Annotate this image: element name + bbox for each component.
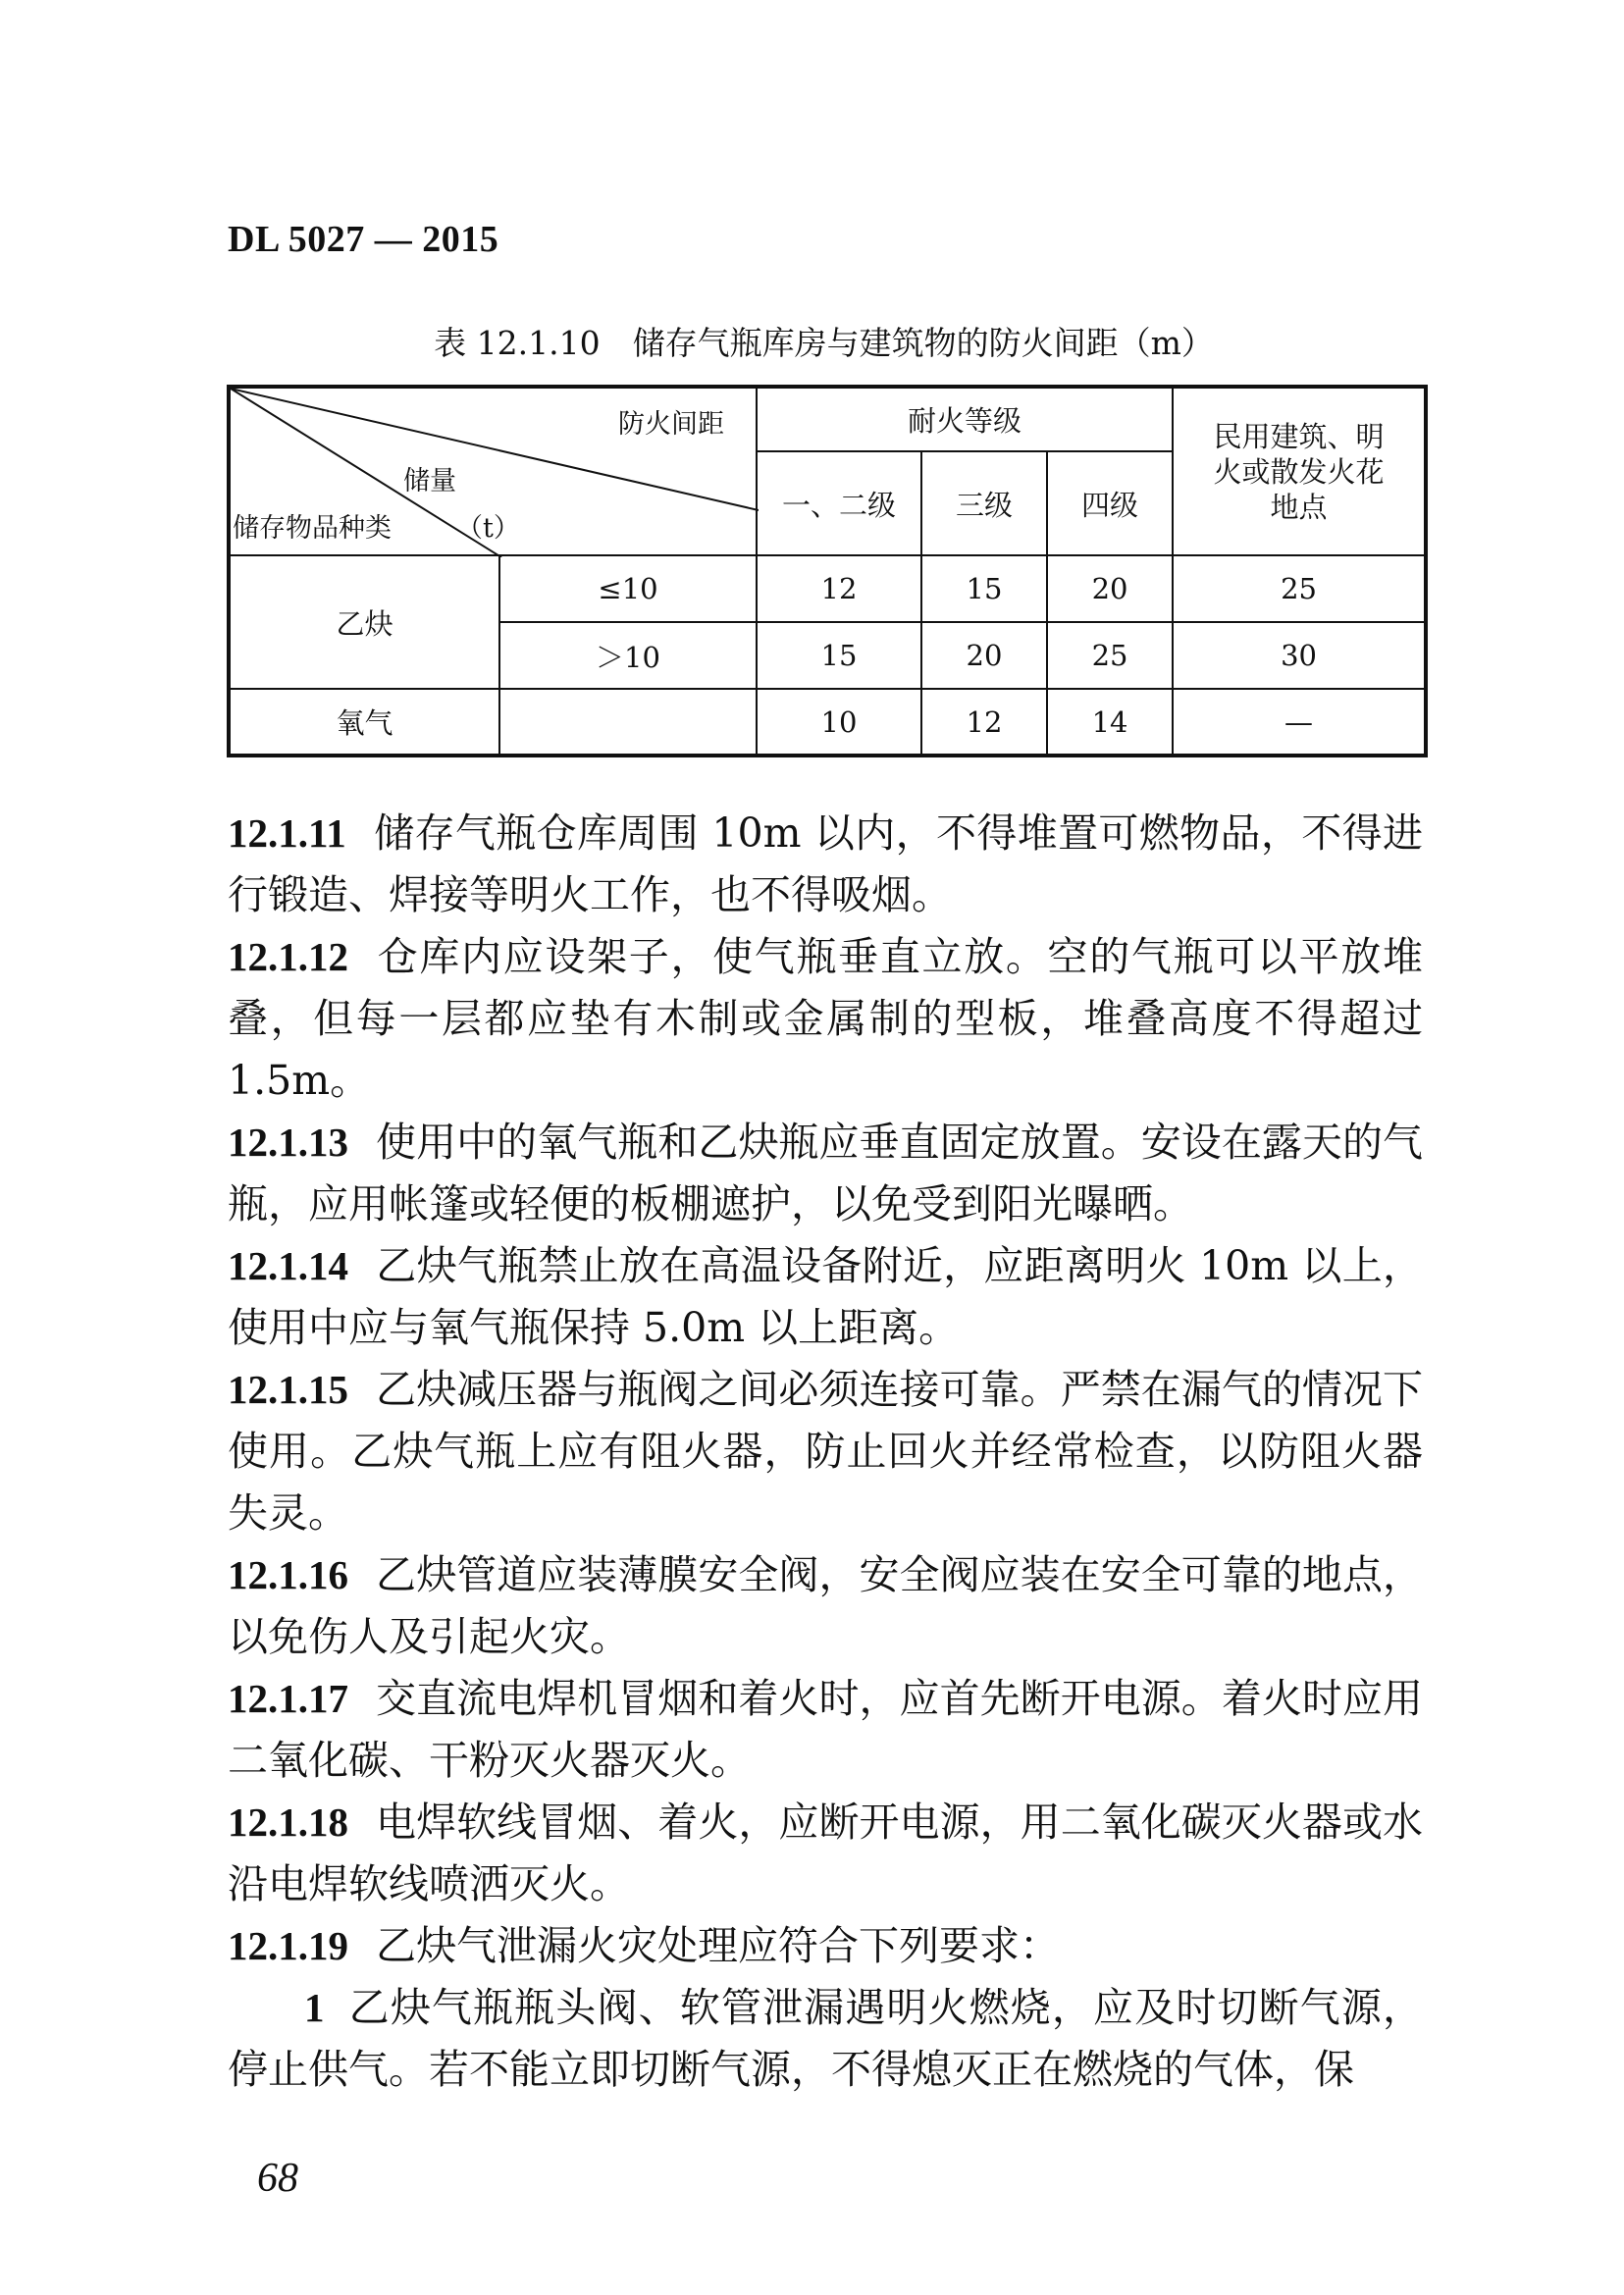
clause-text: 仓库内应设架子，使气瓶垂直立放。空的气瓶可以平放堆叠，但每一层都应垫有木制或金属制的型板，堆叠高度不得超过 1.5m。 xyxy=(228,933,1423,1104)
grade-header: 三级 xyxy=(921,451,1047,555)
value-cell: 14 xyxy=(1047,689,1173,756)
clause xyxy=(228,926,1423,1112)
value-cell: — xyxy=(1173,689,1426,756)
corner-amount-label: 储量 xyxy=(403,466,456,496)
clause xyxy=(228,803,1423,926)
value-cell: 25 xyxy=(1173,555,1426,622)
amount-cell: ＞10 xyxy=(499,622,757,689)
clause-text: 乙炔气泄漏火灾处理应符合下列要求： xyxy=(376,1922,1060,1969)
value-cell: 20 xyxy=(1047,555,1173,622)
clause-list xyxy=(228,803,1423,2101)
grade-header: 一、二级 xyxy=(757,451,921,555)
clause xyxy=(228,1235,1423,1359)
clause-text: 乙炔减压器与瓶阀之间必须连接可靠。严禁在漏气的情况下使用。乙炔气瓶上应有阻火器，防止回火并经常检查，以防阻火器失灵。 xyxy=(228,1366,1423,1537)
kind-cell: 氧气 xyxy=(229,689,499,756)
clause-text: 电焊软线冒烟、着火，应断开电源，用二氧化碳灭火器或水沿电焊软线喷洒灭火。 xyxy=(228,1799,1423,1907)
value-cell: 25 xyxy=(1047,622,1173,689)
clause xyxy=(228,1668,1423,1792)
amount-cell: ≤10 xyxy=(499,555,757,622)
kind-cell: 乙炔 xyxy=(229,555,499,689)
corner-unit-label: （t） xyxy=(456,513,520,544)
standard-code: DL 5027 — 2015 xyxy=(228,219,499,260)
clause-text: 交直流电焊机冒烟和着火时，应首先断开电源。着火时应用二氧化碳、干粉灭火器灭火。 xyxy=(228,1675,1423,1784)
fire-rating-group-header: 耐火等级 xyxy=(757,387,1173,451)
clause xyxy=(228,1792,1423,1915)
value-cell: 10 xyxy=(757,689,921,756)
clause-number: 12.1.13 xyxy=(228,1120,348,1165)
clause-number: 12.1.12 xyxy=(228,934,348,979)
civil-building-header: 民用建筑、明火或散发火花地点 xyxy=(1173,387,1426,555)
sub-item-text: 乙炔气瓶瓶头阀、软管泄漏遇明火燃烧，应及时切断气源，停止供气。若不能立即切断气源，不得熄灭正在燃烧的气体，保 xyxy=(228,1984,1423,2093)
value-cell: 12 xyxy=(757,555,921,622)
clause-number: 12.1.15 xyxy=(228,1367,348,1412)
clause xyxy=(228,1915,1423,1977)
table-row xyxy=(229,689,1426,756)
table-row xyxy=(229,555,1426,622)
table-caption: 表 12.1.10 储存气瓶库房与建筑物的防火间距（m） xyxy=(434,324,1214,362)
clause-number: 12.1.18 xyxy=(228,1799,348,1845)
clause xyxy=(228,1112,1423,1235)
table-corner-header xyxy=(229,387,757,555)
value-cell: 15 xyxy=(757,622,921,689)
clause-text: 储存气瓶仓库周围 10m 以内，不得堆置可燃物品，不得进行锻造、焊接等明火工作，也不得吸烟。 xyxy=(228,809,1423,918)
clause-number: 12.1.17 xyxy=(228,1676,348,1721)
page-number: 68 xyxy=(257,2156,298,2201)
amount-cell xyxy=(499,689,757,756)
clause-number: 12.1.19 xyxy=(228,1923,348,1968)
value-cell: 20 xyxy=(921,622,1047,689)
corner-kind-label: 储存物品种类 xyxy=(233,513,392,544)
grade-header: 四级 xyxy=(1047,451,1173,555)
sub-item-number: 1 xyxy=(304,1985,325,2030)
value-cell: 12 xyxy=(921,689,1047,756)
corner-spacing-label: 防火间距 xyxy=(618,409,724,440)
clause-number: 12.1.11 xyxy=(228,810,346,856)
clause-text: 乙炔气瓶禁止放在高温设备附近，应距离明火 10m 以上，使用中应与氧气瓶保持 5.0m 以上距离。 xyxy=(228,1242,1423,1351)
clause-text: 乙炔管道应装薄膜安全阀，安全阀应装在安全可靠的地点，以免伤人及引起火灾。 xyxy=(228,1551,1423,1660)
clause xyxy=(228,1544,1423,1668)
value-cell: 30 xyxy=(1173,622,1426,689)
sub-item xyxy=(228,1977,1423,2101)
clause xyxy=(228,1359,1423,1544)
value-cell: 15 xyxy=(921,555,1047,622)
fire-spacing-table xyxy=(227,385,1428,757)
clause-text: 使用中的氧气瓶和乙炔瓶应垂直固定放置。安设在露天的气瓶，应用帐篷或轻便的板棚遮护，以免受到阳光曝晒。 xyxy=(228,1119,1423,1227)
clause-number: 12.1.14 xyxy=(228,1243,348,1288)
clause-number: 12.1.16 xyxy=(228,1552,348,1597)
